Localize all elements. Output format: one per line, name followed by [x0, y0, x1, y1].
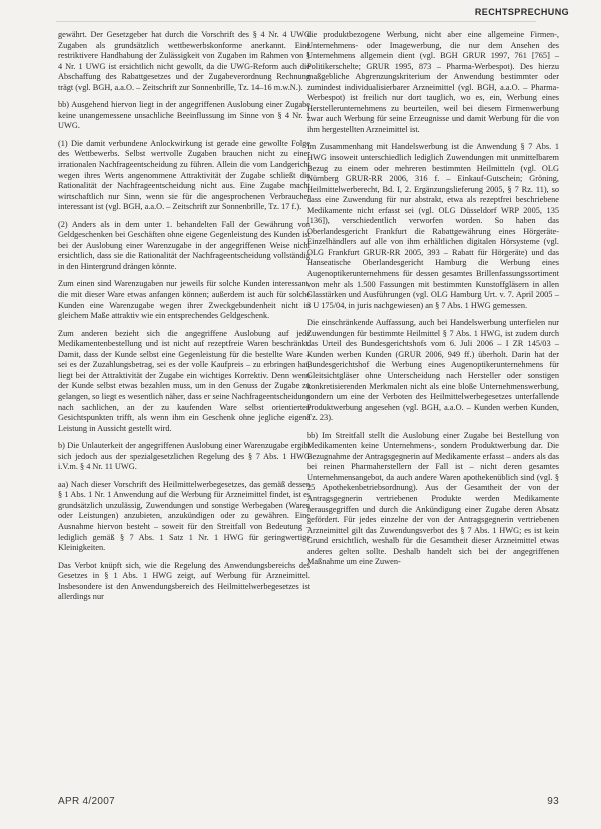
paragraph: Das Verbot knüpft sich, wie die Regelung des Anwendungsbereichs des Gesetzes in § 1 Abs. 1 HWG zeigt, auf Werbung für Arzneimittel. Insbesondere ist den Anwendungsbereich des Heilmittelwerbegesetzes ist allerdings nur	[58, 560, 310, 602]
paragraph: Im Zusammenhang mit Handelswerbung ist die Anwendung § 7 Abs. 1 HWG insoweit unterschiedlich lediglich Zuwendungen mit unmittelbarem Bezug zu einem oder mehreren bestimmten Heilmitteln (vgl. OLG Nürnberg GRUR-RR 2006, 316 f. – Einkauf-Gutschein; Gröning, Heilmittelwerberecht, Bd. I, 2. Ergänzungslieferung 2005, § 7 Rz. 11), so dass eine Zuwendung für nur abstrakt, etwa als rezeptfrei beschriebene Medikamente nicht erfasst sei (vgl. OLG Düsseldorf WRP 2005, 135 [136]), verschiedentlich verworfen worden. So haben das Oberlandesgericht Frankfurt die Rabattgewährung eines Hörgeräte-Einzelhändlers auf alle von ihm erhältlichen digitalen Hörsysteme (vgl. OLG Frankfurt GRUR-RR 2005, 393 – Rabatt für Hörgeräte) und das Hanseatische Oberlandesgericht Hamburg die Werbung eines Augenoptikerunternehmens für dessen gesamtes Brillenfassungssortiment von mehr als 1.500 Fassungen mit bestimmten Kunstoffgläsern in allen Glasstärken und Ausführungen (vgl. OLG Hamburg Urt. v. 7. April 2005 – 3 U 175/04, in juris nachgewiesen) an § 7 Abs. 1 HWG gemessen.	[307, 142, 559, 310]
paragraph: Die einschränkende Auffassung, auch bei Handelswerbung unterfielen nur Zuwendungen für bestimmte Heilmittel § 7 Abs. 1 HWG, ist zudem durch das Urteil des Bundesgerichtshofs vom 6. Juli 2006 – I ZR 145/03 – Kunden werben Kunden (GRUR 2006, 949 ff.) überholt. Darin hat der Bundesgerichtshof die Werbung eines Augenoptikerunternehmens für Gleitsichtgläser ohne Unterscheidung nach Hersteller oder sonstigen konkretisierenden Merkmalen nicht als eine bloße Unternehmenswerbung, sondern um eine der Verboten des Heilmittelwerbegesetzes unterfallende Produktwerbung angesehen (vgl. BGH, a.a.O. – Kunden werben Kunden, Tz. 23).	[307, 318, 559, 423]
right-column	[307, 30, 559, 575]
paragraph: bb) Im Streitfall stellt die Auslobung einer Zugabe bei Bestellung von Medikamenten keine Unternehmens-, sondern Produktwerbung dar. Die Bezugnahme der Antragsgegnerin auf Medikamente erfasst – anders als das bei reinen Pharmaherstellern der Fall ist – nicht deren gesamtes Unternehmensangebot, da auch andere Waren apothekenüblich sind (vgl. § 25 Apothekenbetriebsordnung). Aus der Gesamtheit der von der Antragsgegnerin vertriebenen Produkte werden Medikamente herausgegriffen und durch die Ankündigung einer Zugabe deren Absatz gefördert. Für jedes einzelne der von der Antragsgegnerin vertriebenen Arzneimittel gilt das Zuwendungsverbot des § 7 Abs. 1 HWG; es ist kein Grund ersichtlich, weshalb für die Gesamtheit dieser Arzneimittel etwas anderes gelten sollte. Deshalb handelt sich bei der angegriffenen Maßnahme um eine Zuwen-	[307, 430, 559, 567]
paragraph: Zum anderen bezieht sich die angegriffene Auslobung auf jede Medikamentenbestellung und ist nicht auf rezeptfreie Waren beschränkt. Damit, dass der Kunde selbst eine Gegenleistung für die bestellte Ware – sei es der Zuzahlungsbetrag, sei es der volle Kaufpreis – zu erbringen hat, liegt bei der Attraktivität der Zugabe ein wichtiges Korrektiv. Denn wenn der Kunde selbst etwas bezahlen muss, um in den Genuss der Zugabe zu gelangen, so liegt es wesentlich näher, dass er seine Nachfrageentscheidung nach sachlichen, an der zu kaufenden Ware selbst orientierten Gesichtspunkten trifft, als wenn ihm ein Geschenk ohne jegliche eigene Leistung in Aussicht gestellt wird.	[58, 328, 310, 433]
paragraph: gewährt. Der Gesetzgeber hat durch die Vorschrift des § 4 Nr. 4 UWG Zugaben als grundsätzlich wettbewerbskonforme anerkannt. Eine restriktivere Handhabung der Zulässigkeit von Zugaben im Rahmen von § 4 Nr. 1 UWG ist ersichtlich nicht gewollt, da die UWG-Reform auch die Abschaffung des Rabattgesetzes und der Zugabeverordnung Rechnung trägt (vgl. BGH, a.a.O. – Zeitschrift zur Sonnenbrille, Tz. 14–16 m.w.N.).	[58, 30, 310, 92]
section-label: RECHTSPRECHUNG	[474, 7, 569, 17]
paragraph: b) Die Unlauterkeit der angegriffenen Auslobung einer Warenzugabe ergibt sich jedoch aus der spezialgesetzlichen Regelung des § 7 Abs. 1 HWG i.V.m. § 4 Nr. 11 UWG.	[58, 441, 310, 472]
paragraph: (1) Die damit verbundene Anlockwirkung ist gerade eine gewollte Folge des Wettbewerbs. Selbst wertvolle Zugaben brauchen nicht zu einer irrationalen Nachfrageentscheidung zu führen. Allein die vom Landgericht wegen ihres Werts angenommene Attraktivität der Zugabe schließt die Rationalität der Nachfrageentscheidung nicht aus. Eine Zugabe macht wirtschaftlich nur Sinn, wenn sie für die angesprochenen Verbraucher interessant ist (vgl. BGH, a.a.O. – Zeitschrift zur Sonnenbrille, Tz. 17 f.).	[58, 138, 310, 212]
header-rule	[56, 5, 536, 22]
paragraph: bb) Ausgehend hiervon liegt in der angegriffenen Auslobung einer Zugabe keine unangemessene unsachliche Beeinflussung im Sinne von § 4 Nr. 1 UWG.	[58, 100, 310, 131]
paragraph: die produktbezogene Werbung, nicht aber eine allgemeine Firmen-, Unternehmens- oder Imagewerbung, die nur dem Ansehen des Unternehmens allgemein dient (vgl. BGH GRUR 1997, 761 [765] – Politikerschelte; GRUR 1995, 873 – Pharma-Werbespot). Des hierzu maßgebliche Abgrenzungskriterium der Anwendung bestimmter oder zumindest individualisierbarer Arzneimittel (vgl. BGH, a.a.O. – Pharma-Werbespot) ist freilich nur dort tauglich, wo es, ein, Werbung eines Herstellerunternehmens zu beurteilen, weil bei diesem Firmenwerbung zwar auch Werbung für seine Erzeugnisse und damit Werbung für die von ihm hergestellten Arzneimittel ist.	[307, 30, 559, 134]
paragraph: (2) Anders als in dem unter 1. behandelten Fall der Gewährung von Geldgeschenken bei Geschäften ohne eigene Gegenleistung des Kunden ist bei der Auslobung einer Warenzugabe in der angegriffenen Weise nicht ersichtlich, dass sie die Rationalität der Nachfrageentscheidung vollständig in den Hintergrund drängen könnte.	[58, 219, 310, 271]
paragraph: Zum einen sind Warenzugaben nur jeweils für solche Kunden interessant, die mit dieser Ware etwas anfangen können; außerdem ist auch für solche Kunden eine Warenzugabe wegen ihrer Zweckgebundenheit nicht in gleichem Maße attraktiv wie ein entsprechendes Geldgeschenk.	[58, 279, 310, 321]
issue-label: APR 4/2007	[58, 796, 115, 807]
page-number: 93	[547, 796, 559, 807]
left-column	[58, 30, 310, 610]
paragraph: aa) Nach dieser Vorschrift des Heilmittelwerbegesetzes, das gemäß dessen § 1 Abs. 1 Nr. 1 Anwendung auf die Werbung für Arzneimittel findet, ist es grundsätzlich unzulässig, Zuwendungen und sonstige Werbegaben (Waren oder Leistungen) anzubieten, anzukündigen oder zu gewähren. Eine Ausnahme hiervon besteht – soweit für den Streitfall von Bedeutung – lediglich gemäß § 7 Abs. 1 Satz 1 Nr. 1 HWG für geringwertige Kleinigkeiten.	[58, 479, 310, 553]
